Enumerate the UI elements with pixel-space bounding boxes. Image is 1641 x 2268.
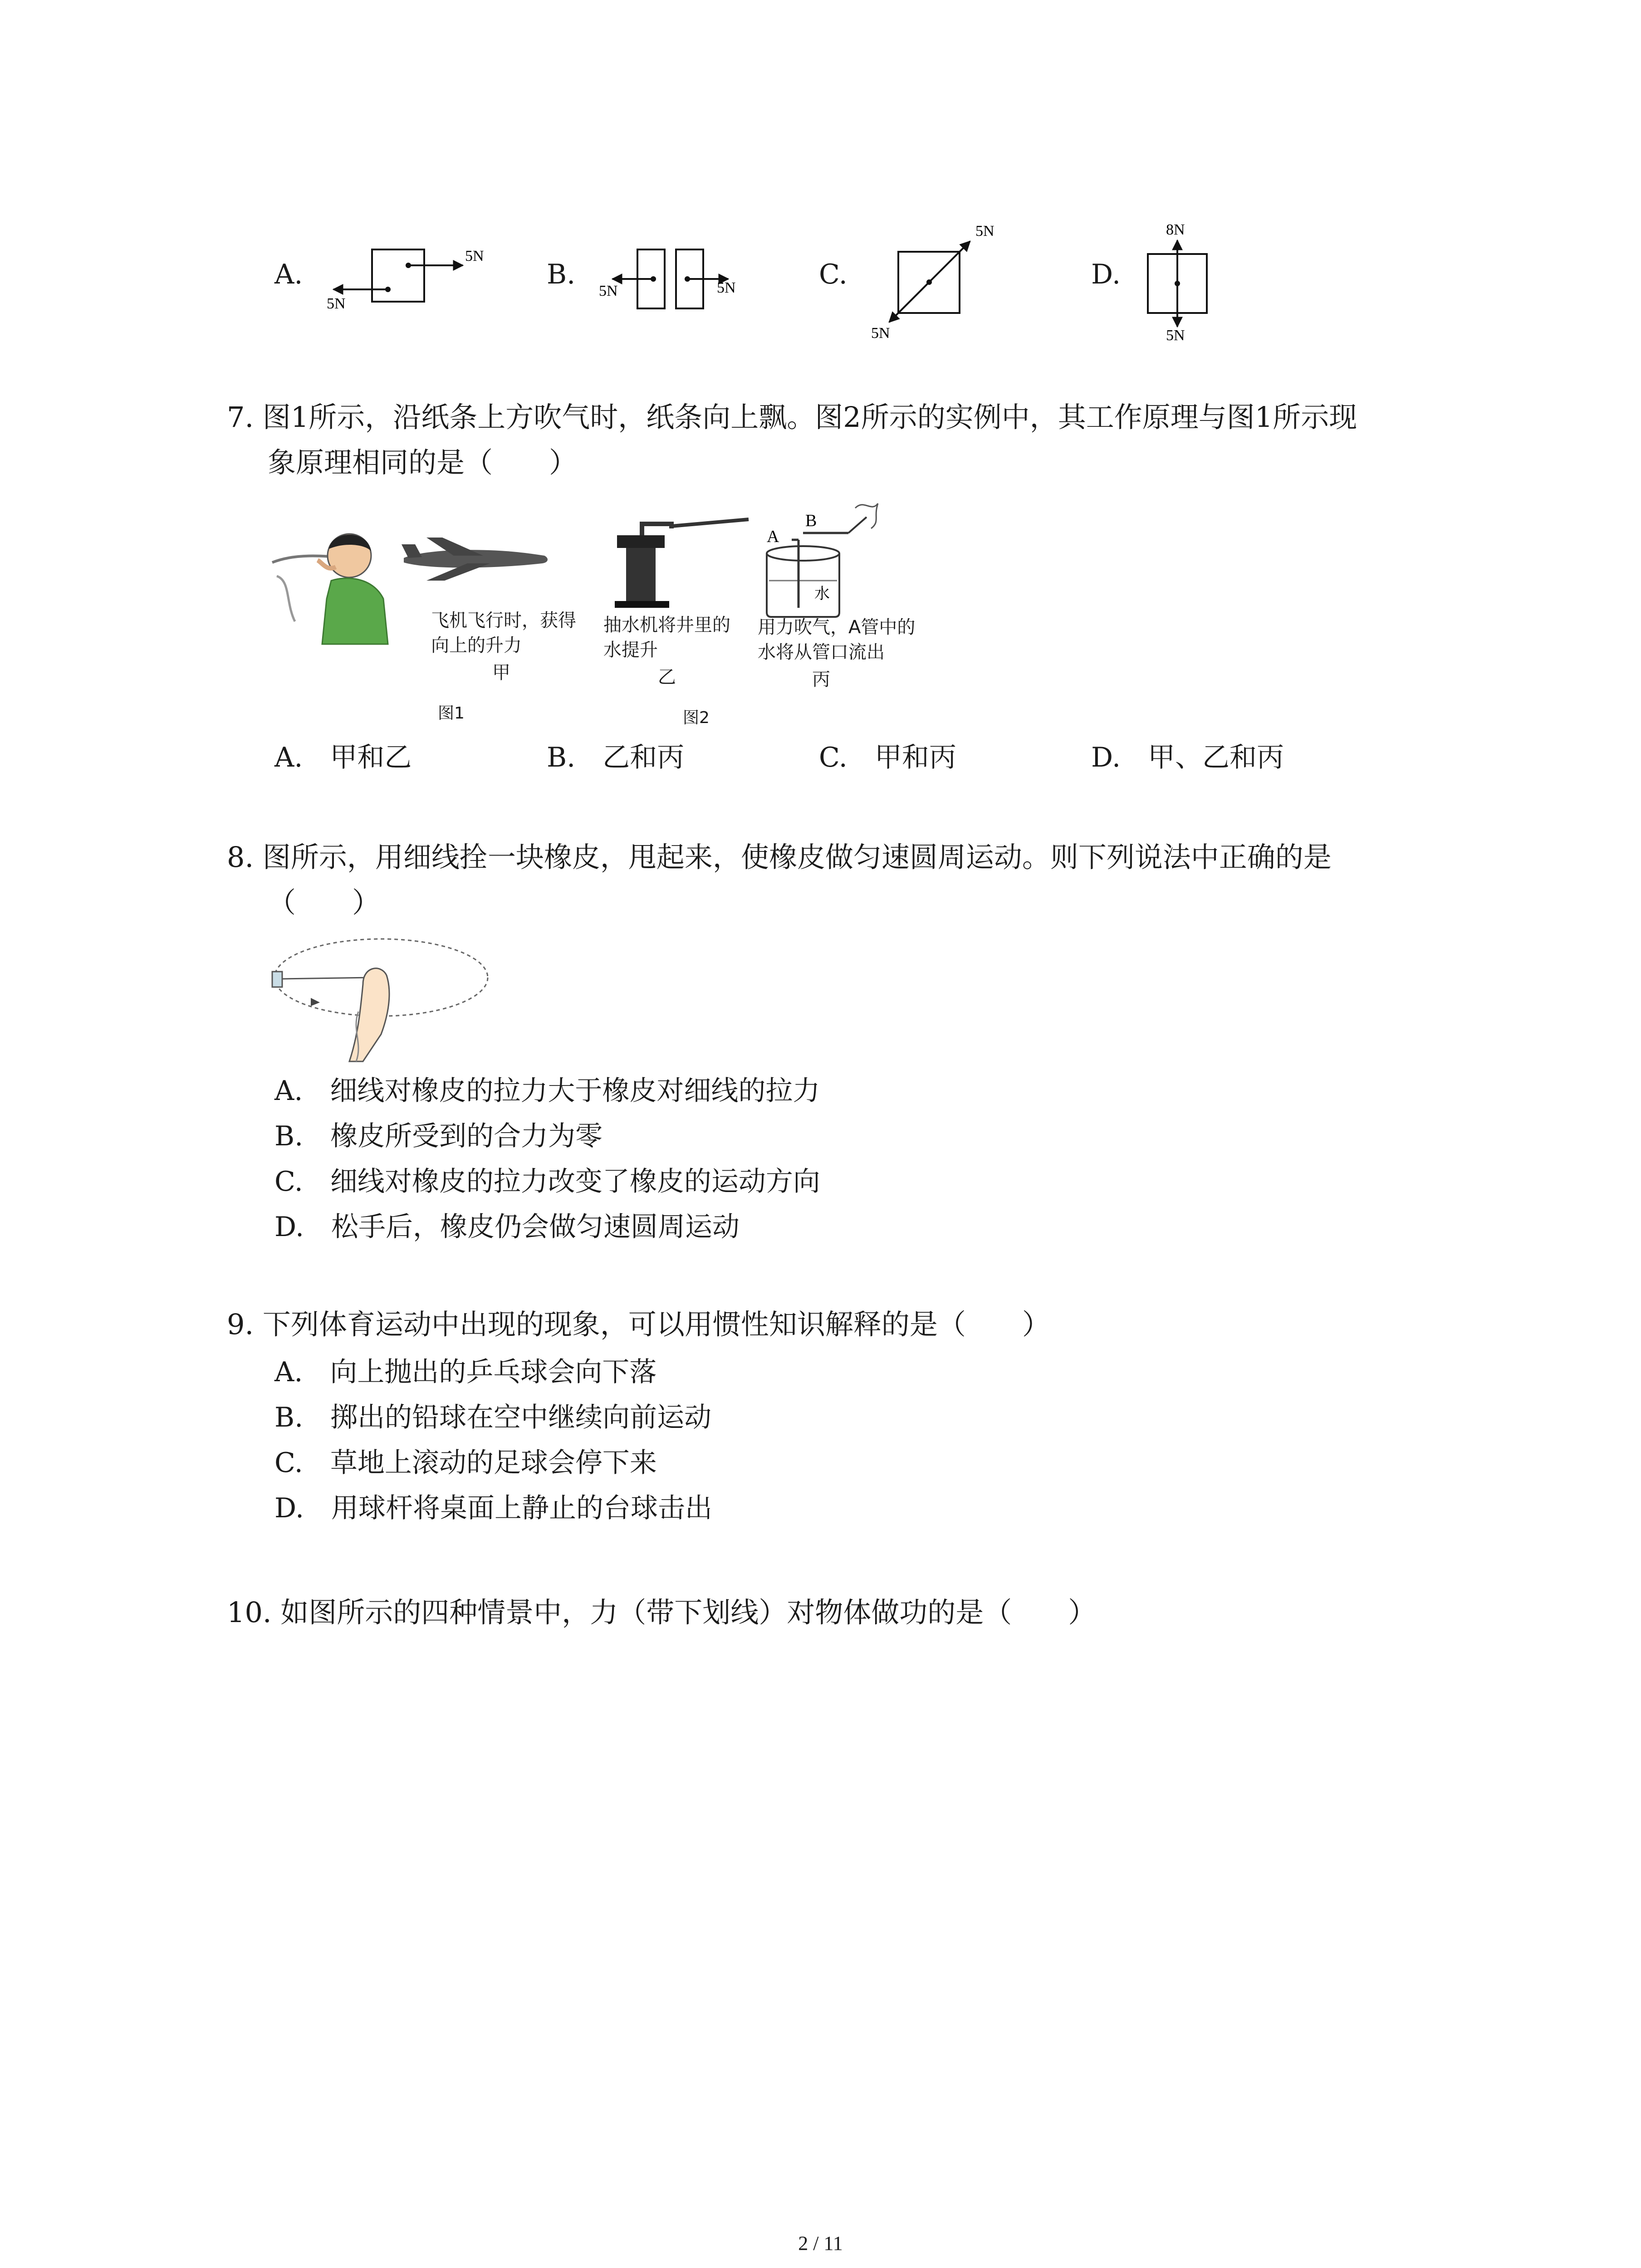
q6-d-label-bottom: 5N — [1166, 327, 1185, 342]
bing-caption-line1: 用力吹气，A管中的 — [758, 617, 916, 638]
eraser-circular-motion-illustration — [268, 930, 495, 1066]
q6-c-label-bottom: 5N — [871, 325, 890, 342]
water-pump-illustration — [603, 517, 753, 608]
beaker-tube-illustration — [758, 490, 885, 621]
airplane-illustration — [399, 531, 554, 585]
q9-option-b[interactable]: B. 掷出的铅球在空中继续向前运动 — [274, 1402, 712, 1433]
fig1-label: 图1 — [438, 704, 465, 723]
q7-option-a[interactable]: A. 甲和乙 — [274, 742, 412, 773]
jia-name: 甲 — [492, 662, 510, 683]
bing-caption-line2: 水将从管口流出 — [758, 642, 885, 663]
q6-b-label-left: 5N — [599, 283, 618, 299]
fig2-label: 图2 — [683, 709, 710, 727]
q7-stem-line1: 7. 图1所示，沿纸条上方吹气时，纸条向上飘。图2所示的实例中，其工作原理与图1所示现 — [227, 401, 1357, 434]
tube-a-label: A — [767, 527, 779, 546]
q7-option-b[interactable]: B. 乙和丙 — [547, 742, 685, 773]
q9-option-d[interactable]: D. 用球杆将桌面上静止的台球击出 — [274, 1492, 713, 1524]
q8-stem-line2: （ ） — [268, 886, 381, 919]
q7-option-c[interactable]: C. 甲和丙 — [819, 742, 956, 773]
q6-option-d-letter: D. — [1091, 259, 1121, 290]
q6-option-b-letter: B. — [547, 259, 576, 290]
boy-blowing-paper-illustration — [268, 513, 395, 649]
q6-b-label-right: 5N — [717, 279, 736, 296]
q8-option-d[interactable]: D. 松手后，橡皮仍会做匀速圆周运动 — [274, 1211, 740, 1243]
q6-diagram-d — [1134, 220, 1225, 342]
q6-diagram-a — [327, 240, 499, 322]
q9-option-c[interactable]: C. 草地上滚动的足球会停下来 — [274, 1447, 657, 1479]
yi-name: 乙 — [658, 667, 676, 688]
q7-stem-line2: 象原理相同的是（ ） — [268, 446, 578, 479]
page-number: 2 / 11 — [798, 2232, 843, 2254]
yi-caption-line2: 水提升 — [603, 640, 658, 660]
q8-option-a[interactable]: A. 细线对橡皮的拉力大于橡皮对细线的拉力 — [274, 1075, 820, 1107]
q6-diagram-c — [862, 218, 1016, 345]
jia-caption-line1: 飞机飞行时，获得 — [431, 610, 576, 631]
tube-b-label: B — [805, 511, 817, 530]
q6-c-label-top: 5N — [975, 223, 994, 240]
q10-stem: 10. 如图所示的四种情景中，力（带下划线）对物体做功的是（ ） — [227, 1596, 1097, 1629]
q6-diagram-b — [599, 245, 771, 322]
bing-name: 丙 — [812, 669, 830, 690]
q7-option-d[interactable]: D. 甲、乙和丙 — [1091, 742, 1284, 773]
water-label: 水 — [814, 586, 830, 602]
q7-figure — [268, 490, 939, 735]
q6-option-c-letter: C. — [819, 259, 847, 290]
q6-d-label-top: 8N — [1166, 221, 1185, 238]
q6-option-a-letter: A. — [274, 259, 303, 290]
yi-caption-line1: 抽水机将井里的 — [603, 615, 730, 635]
q9-stem: 9. 下列体育运动中出现的现象，可以用惯性知识解释的是（ ） — [227, 1308, 1050, 1341]
q8-option-b[interactable]: B. 橡皮所受到的合力为零 — [274, 1120, 603, 1152]
q6-a-label-right: 5N — [465, 248, 484, 264]
jia-caption-line2: 向上的升力 — [431, 635, 522, 656]
q9-option-a[interactable]: A. 向上抛出的乒乓球会向下落 — [274, 1356, 657, 1388]
q6-a-label-left: 5N — [327, 295, 346, 312]
q8-stem-line1: 8. 图所示，用细线拴一块橡皮，甩起来，使橡皮做匀速圆周运动。则下列说法中正确的是 — [227, 841, 1332, 874]
q8-option-c[interactable]: C. 细线对橡皮的拉力改变了橡皮的运动方向 — [274, 1166, 820, 1198]
